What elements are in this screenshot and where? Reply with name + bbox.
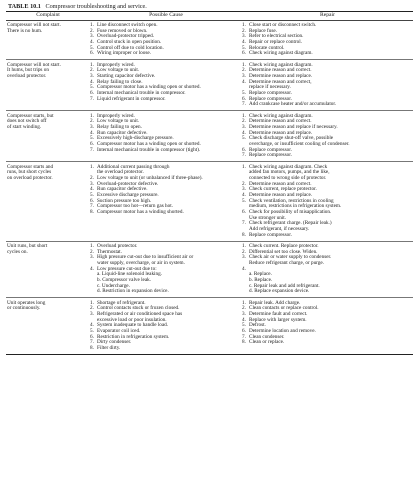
repair-number: 3.	[242, 124, 246, 131]
cause-cell	[90, 111, 242, 162]
repair-number: 7.	[242, 101, 246, 108]
repair-text: Defrost.	[249, 322, 266, 329]
cause-text: Relay failing to close.	[97, 78, 143, 85]
repair-text: Determine location and remove.	[249, 328, 316, 335]
repair-number: 6.	[242, 209, 246, 216]
repair-text: Check current, replace protector.	[249, 186, 317, 193]
repair-list	[242, 244, 413, 295]
table-caption: Compressor troubleshooting and service.	[45, 3, 147, 10]
repair-text: Differential set too close. Widen.	[249, 248, 318, 255]
complaint-text: Compressor starts, but does not switch off of start winding.	[7, 112, 54, 131]
repair-text: Clean contacts or replace control.	[249, 305, 319, 312]
repair-number: 6.	[242, 50, 246, 57]
cause-text: Additional current passing through the overload protector.	[97, 163, 170, 176]
complaint-group-row	[6, 162, 413, 241]
cause-cell	[90, 298, 242, 355]
cause-number: 8.	[90, 345, 94, 352]
repair-text: Close start or disconnect switch.	[249, 22, 317, 29]
cause-list	[90, 23, 236, 57]
cause-text: Thermostat.	[97, 248, 122, 255]
repair-cell	[242, 162, 413, 241]
repair-number: 5.	[242, 197, 246, 204]
cause-text: Compressor too hot—return gas hot.	[97, 203, 173, 210]
repair-text: a. Replace. b. Replace. c. Repair leak and add refrigerant. d. Replace expansion device.	[249, 271, 320, 295]
repair-number: 6.	[242, 328, 246, 335]
repair-text: Determine fault and correct.	[249, 311, 308, 318]
complaint-group-row	[6, 298, 413, 355]
cause-number: 6.	[90, 141, 94, 148]
repair-number: 7.	[242, 333, 246, 340]
cause-list	[90, 63, 236, 103]
repair-number: 1.	[242, 243, 246, 250]
repair-list	[242, 301, 413, 346]
cause-text: System inadequate to handle load.	[97, 322, 169, 329]
repair-number: 2.	[242, 27, 246, 34]
cause-text: Excessive discharge pressure.	[97, 192, 159, 199]
cause-text: Compressor motor has a winding open or shorted.	[97, 84, 201, 91]
repair-text: Check wiring against diagram.	[249, 112, 313, 119]
troubleshooting-table	[6, 12, 413, 355]
cause-number: 6.	[90, 197, 94, 204]
cause-number: 3.	[90, 73, 94, 80]
repair-number: 2.	[242, 180, 246, 187]
repair-text: Determine reason and correct.	[249, 118, 312, 125]
cause-item	[90, 267, 236, 295]
repair-item	[242, 267, 413, 295]
cause-number: 8.	[90, 209, 94, 216]
repair-text: Replace compressor.	[249, 90, 292, 97]
cause-text: Suction pressure too high.	[97, 197, 152, 204]
complaint-cell	[6, 60, 90, 111]
cause-number: 2.	[90, 118, 94, 125]
repair-item	[242, 51, 413, 57]
complaint-cell	[6, 298, 90, 355]
cause-item	[90, 97, 236, 103]
repair-number: 8.	[242, 339, 246, 346]
repair-text: Check refrigerant charge. (Repair leak.) Add refrigerant, if necessary.	[249, 220, 332, 233]
cause-number: 3.	[90, 124, 94, 131]
repair-text: Determine reason and correct.	[249, 67, 312, 74]
repair-item	[242, 233, 413, 239]
cause-text: Liquid refrigerant in compressor.	[97, 95, 166, 102]
repair-number: 1.	[242, 163, 246, 170]
repair-number: 2.	[242, 67, 246, 74]
cause-item	[90, 51, 236, 57]
repair-list	[242, 165, 413, 239]
repair-text: Replace with larger system.	[249, 316, 307, 323]
repair-number: 7.	[242, 152, 246, 159]
repair-number: 3.	[242, 254, 246, 261]
cause-text: Low voltage to unit.	[97, 118, 140, 125]
cause-number: 4.	[90, 186, 94, 193]
cause-number: 5.	[90, 135, 94, 142]
complaint-group-row	[6, 20, 413, 60]
cause-number: 3.	[90, 180, 94, 187]
cause-text: Compressor motor has a winding shorted.	[97, 209, 184, 216]
repair-number: 6.	[242, 146, 246, 153]
cause-item	[90, 210, 236, 216]
cause-number: 2.	[90, 305, 94, 312]
cause-text: Overload-protector defective.	[97, 180, 159, 187]
cause-cell	[90, 60, 242, 111]
repair-number: 5.	[242, 44, 246, 51]
cause-text: Starting capacitor defective.	[97, 73, 156, 80]
cause-text: Run capacitor defective.	[97, 129, 148, 136]
cause-number: 7.	[90, 339, 94, 346]
cause-text: Low voltage to unit.	[97, 67, 140, 74]
repair-item	[242, 165, 413, 182]
repair-number: 1.	[242, 299, 246, 306]
cause-number: 1.	[90, 112, 94, 119]
cause-number: 1.	[90, 243, 94, 250]
cause-cell	[90, 241, 242, 298]
cause-text: Shortage of refrigerant.	[97, 299, 146, 306]
repair-number: 4.	[242, 129, 246, 136]
cause-number: 4.	[90, 265, 94, 272]
repair-list	[242, 63, 413, 108]
repair-list	[242, 114, 413, 159]
cause-number: 7.	[90, 203, 94, 210]
cause-item	[90, 148, 236, 154]
cause-text: Run capacitor defective.	[97, 186, 148, 193]
cause-number: 6.	[90, 50, 94, 57]
cause-text: Restriction in refrigeration system.	[97, 333, 170, 340]
repair-cell	[242, 20, 413, 60]
cause-number: 5.	[90, 84, 94, 91]
cause-number: 1.	[90, 22, 94, 29]
repair-number: 1.	[242, 22, 246, 29]
repair-number: 7.	[242, 220, 246, 227]
complaint-group-row	[6, 60, 413, 111]
repair-number: 1.	[242, 61, 246, 68]
repair-number: 6.	[242, 95, 246, 102]
repair-number: 2.	[242, 248, 246, 255]
cause-number: 6.	[90, 90, 94, 97]
cause-text: Fuse removed or blown.	[97, 27, 148, 34]
repair-text: Repair leak. Add charge.	[249, 299, 301, 306]
complaint-text: Compressor will not start. There is no hum.	[7, 22, 61, 34]
repair-number: 5.	[242, 322, 246, 329]
repair-number: 2.	[242, 305, 246, 312]
cause-text: Compressor motor has a winding open or shorted.	[97, 141, 201, 148]
cause-list	[90, 244, 236, 295]
complaint-text: Unit runs, but short cycles on.	[7, 243, 48, 255]
cause-list	[90, 114, 236, 154]
repair-number: 1.	[242, 112, 246, 119]
cause-text: High pressure cut-out due to insufficient air or water supply, overcharge, or air in system.	[97, 254, 194, 267]
complaint-cell	[6, 162, 90, 241]
cause-text: Dirty condenser.	[97, 339, 132, 346]
cause-text: Low pressure cut-out due to: a. Liquid-line solenoid leaking. b. Compressor valve leak. c. Undercharge. d. Restriction in expansion device.	[97, 265, 169, 295]
cause-text: Improperly wired.	[97, 61, 135, 68]
repair-text: Determine reason and replace.	[249, 73, 313, 80]
repair-number: 8.	[242, 231, 246, 238]
repair-number: 3.	[242, 73, 246, 80]
cause-text: Low voltage to unit (or unbalanced if three-phase).	[97, 175, 203, 182]
cause-text: Relay failing to open.	[97, 124, 142, 131]
cause-item	[90, 346, 236, 352]
repair-text: Check air or water supply to condenser. Reduce refrigerant charge, or purge.	[249, 254, 332, 267]
repair-text: Add crankcase heater and/or accumulator.	[249, 101, 337, 108]
repair-text: Replace compressor.	[249, 146, 292, 153]
table-title	[8, 3, 413, 10]
table-body	[6, 20, 413, 354]
cause-text: Improperly wired.	[97, 112, 135, 119]
repair-text: Check wiring against diagram. Check added fan motors, pumps, and the like, connected to wrong side of protector.	[249, 163, 330, 182]
repair-text: Check wiring against diagram.	[249, 61, 313, 68]
cause-number: 2.	[90, 175, 94, 182]
repair-number: 3.	[242, 186, 246, 193]
cause-number: 2.	[90, 248, 94, 255]
cause-text: Line disconnect switch open.	[97, 22, 158, 29]
cause-list	[90, 165, 236, 216]
repair-text: Clean condenser.	[249, 333, 285, 340]
repair-number: 2.	[242, 118, 246, 125]
repair-number: 3.	[242, 33, 246, 40]
repair-text: Replace fuse.	[249, 27, 277, 34]
repair-text: Refer to electrical section.	[249, 33, 304, 40]
cause-number: 7.	[90, 146, 94, 153]
cause-number: 6.	[90, 333, 94, 340]
cause-text: Overload-protector tripped.	[97, 33, 155, 40]
complaint-cell	[6, 111, 90, 162]
cause-number: 1.	[90, 61, 94, 68]
repair-number: 4.	[242, 192, 246, 199]
repair-text: Check for possibility of misapplication. Use stronger unit.	[249, 209, 332, 221]
complaint-group-row	[6, 241, 413, 298]
repair-number: 5.	[242, 135, 246, 142]
repair-list	[242, 23, 413, 57]
repair-number: 4.	[242, 78, 246, 85]
cause-text: Control contacts stuck or frozen closed.	[97, 305, 180, 312]
repair-item	[242, 340, 413, 346]
cause-number: 2.	[90, 27, 94, 34]
repair-cell	[242, 298, 413, 355]
header-cause: Possible Cause	[90, 12, 242, 20]
cause-number: 3.	[90, 254, 94, 261]
repair-number: 4.	[242, 39, 246, 46]
complaint-text: Compressor starts and runs, but short cycles on overload protector.	[7, 163, 54, 182]
cause-number: 4.	[90, 322, 94, 329]
repair-text: Check wiring against diagram.	[249, 50, 313, 57]
cause-number: 4.	[90, 39, 94, 46]
cause-text: Evaporator coil iced.	[97, 328, 141, 335]
complaint-text: Compressor will not start. It hums, but trips on overload protector.	[7, 61, 61, 80]
cause-text: Excessively high-discharge pressure.	[97, 135, 174, 142]
repair-cell	[242, 111, 413, 162]
repair-text: Replace compressor.	[249, 95, 292, 102]
repair-text: Determine reason and replace.	[249, 129, 313, 136]
repair-number: 4.	[242, 265, 246, 272]
repair-number: 4.	[242, 316, 246, 323]
repair-item	[242, 102, 413, 108]
cause-list	[90, 301, 236, 352]
repair-number: 5.	[242, 90, 246, 97]
cause-number: 4.	[90, 78, 94, 85]
repair-text: Replace compressor.	[249, 231, 292, 238]
repair-text: Determine reason and correct.	[249, 180, 312, 187]
cause-number: 3.	[90, 311, 94, 318]
header-row	[6, 12, 413, 20]
repair-cell	[242, 241, 413, 298]
repair-cell	[242, 60, 413, 111]
cause-text: Internal mechanical trouble in compressor.	[97, 90, 186, 97]
repair-text: Check discharge shut-off valve, possible overcharge, or insufficient cooling of condenser.	[249, 135, 350, 148]
repair-text: Determine reason and replace if necessary.	[249, 124, 338, 131]
complaint-group-row	[6, 111, 413, 162]
repair-text: Determine reason and correct, replace if necessary.	[249, 78, 312, 91]
table-number: TABLE 10.1	[8, 3, 41, 10]
cause-text: Overload protector.	[97, 243, 138, 250]
header-repair: Repair	[242, 12, 413, 20]
repair-item	[242, 153, 413, 159]
repair-text: Relocate control.	[249, 44, 285, 51]
cause-cell	[90, 20, 242, 60]
cause-number: 1.	[90, 163, 94, 170]
cause-text: Internal mechanical trouble in compressor (tight).	[97, 146, 201, 153]
cause-number: 3.	[90, 33, 94, 40]
repair-text: Check current. Replace protector.	[249, 243, 319, 250]
cause-number: 2.	[90, 67, 94, 74]
repair-number: 3.	[242, 311, 246, 318]
cause-number: 5.	[90, 44, 94, 51]
cause-cell	[90, 162, 242, 241]
complaint-text: Unit operates long or continuously.	[7, 299, 46, 312]
cause-text: Refrigerated or air conditioned space has excessive load or poor insulation.	[97, 311, 183, 323]
repair-text: Repair or replace control.	[249, 39, 303, 46]
cause-text: Control off due to cold location.	[97, 44, 164, 51]
cause-text: Wiring improper or loose.	[97, 50, 151, 57]
cause-text: Control stuck in open position.	[97, 39, 162, 46]
cause-number: 1.	[90, 299, 94, 306]
cause-number: 4.	[90, 129, 94, 136]
complaint-cell	[6, 20, 90, 60]
cause-number: 5.	[90, 192, 94, 199]
repair-text: Replace compressor.	[249, 152, 292, 159]
cause-text: Filter dirty.	[97, 345, 121, 352]
repair-text: Check ventilation, restrictions in cooling medium, restrictions in refrigeration system.	[249, 197, 342, 210]
header-complaint: Complaint	[6, 12, 90, 20]
cause-number: 5.	[90, 328, 94, 335]
repair-item	[242, 255, 413, 266]
repair-text: Determine reason and replace.	[249, 192, 313, 199]
cause-number: 7.	[90, 95, 94, 102]
complaint-cell	[6, 241, 90, 298]
repair-text: Clean or replace.	[249, 339, 285, 346]
